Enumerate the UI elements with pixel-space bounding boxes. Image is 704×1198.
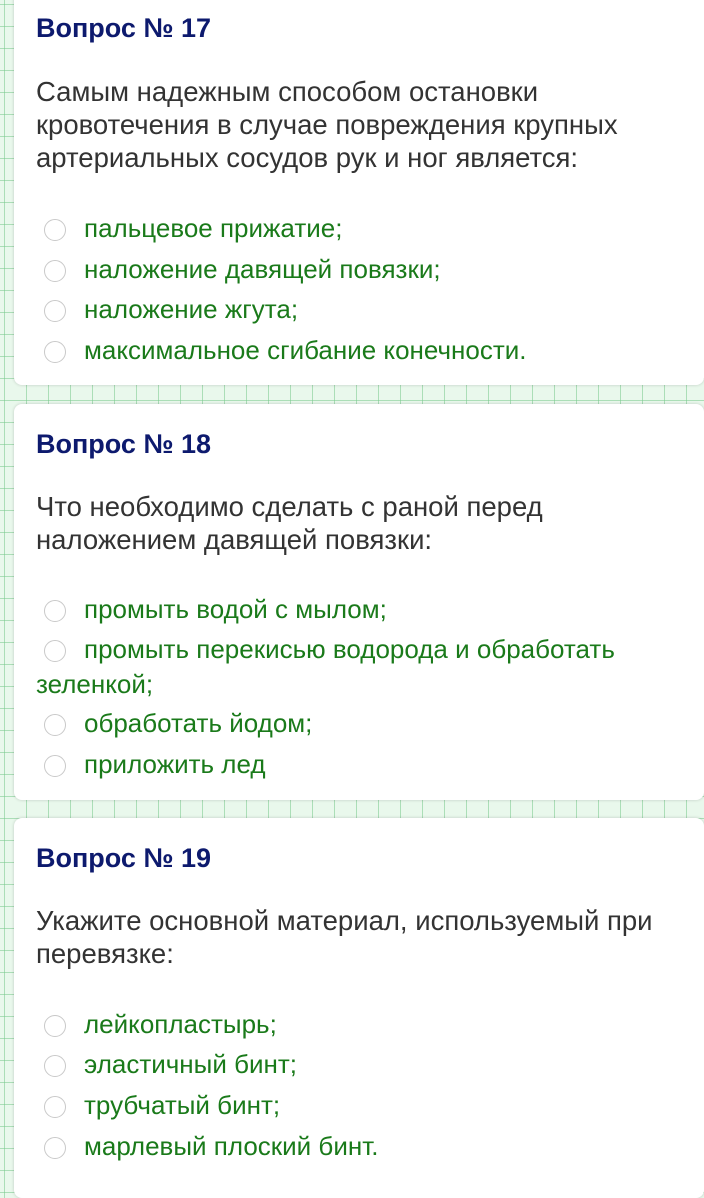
answer-label: наложение давящей повязки;	[84, 254, 441, 284]
radio-button-icon[interactable]	[44, 1096, 66, 1118]
answer-label: максимальное сгибание конечности.	[84, 335, 527, 365]
answer-label: пальцевое прижатие;	[84, 213, 343, 243]
radio-button-icon[interactable]	[44, 714, 66, 736]
answer-label: обработать йодом;	[84, 708, 313, 738]
answer-option[interactable]	[36, 704, 696, 742]
answer-option[interactable]	[36, 250, 696, 288]
answer-option[interactable]	[36, 1005, 696, 1043]
radio-button-icon[interactable]	[44, 1137, 66, 1159]
question-text: Что необходимо сделать с раной перед наложением давящей повязки:	[36, 491, 543, 555]
radio-button-icon[interactable]	[44, 341, 66, 363]
answer-option[interactable]	[36, 1086, 696, 1124]
radio-button-icon[interactable]	[44, 300, 66, 322]
question-card-17	[14, 0, 704, 385]
answer-label: наложение жгута;	[84, 294, 299, 324]
question-title: Вопрос № 19	[36, 843, 212, 873]
radio-button-icon[interactable]	[44, 260, 66, 282]
radio-button-icon[interactable]	[44, 600, 66, 622]
answer-label: марлевый плоский бинт.	[84, 1131, 379, 1161]
answer-option[interactable]	[36, 632, 696, 702]
answer-option[interactable]	[36, 209, 696, 247]
answer-option[interactable]	[36, 1127, 696, 1165]
answer-option[interactable]	[36, 1045, 696, 1083]
answer-label: промыть перекисью водорода и обработать зеленкой;	[36, 634, 615, 699]
answer-label: эластичный бинт;	[84, 1049, 298, 1079]
question-title: Вопрос № 17	[36, 13, 212, 43]
answer-label: трубчатый бинт;	[84, 1090, 281, 1120]
question-text: Самым надежным способом остановки кровотечения в случае повреждения крупных артериальных сосудов рук и ног является:	[36, 76, 618, 173]
radio-button-icon[interactable]	[44, 755, 66, 777]
answer-option[interactable]	[36, 331, 696, 369]
radio-button-icon[interactable]	[44, 1015, 66, 1037]
answer-label: лейкопластырь;	[84, 1009, 277, 1039]
question-card-19	[14, 818, 704, 1198]
answer-label: приложить лед	[84, 749, 266, 779]
answer-option[interactable]	[36, 590, 696, 628]
question-card-18	[14, 404, 704, 800]
radio-button-icon[interactable]	[44, 219, 66, 241]
radio-button-icon[interactable]	[44, 1055, 66, 1077]
radio-button-icon[interactable]	[44, 640, 66, 662]
answer-option[interactable]	[36, 745, 696, 783]
question-text: Укажите основной материал, используемый при перевязке:	[36, 905, 653, 969]
answer-label: промыть водой с мылом;	[84, 594, 387, 624]
answer-option[interactable]	[36, 290, 696, 328]
question-title: Вопрос № 18	[36, 429, 212, 459]
